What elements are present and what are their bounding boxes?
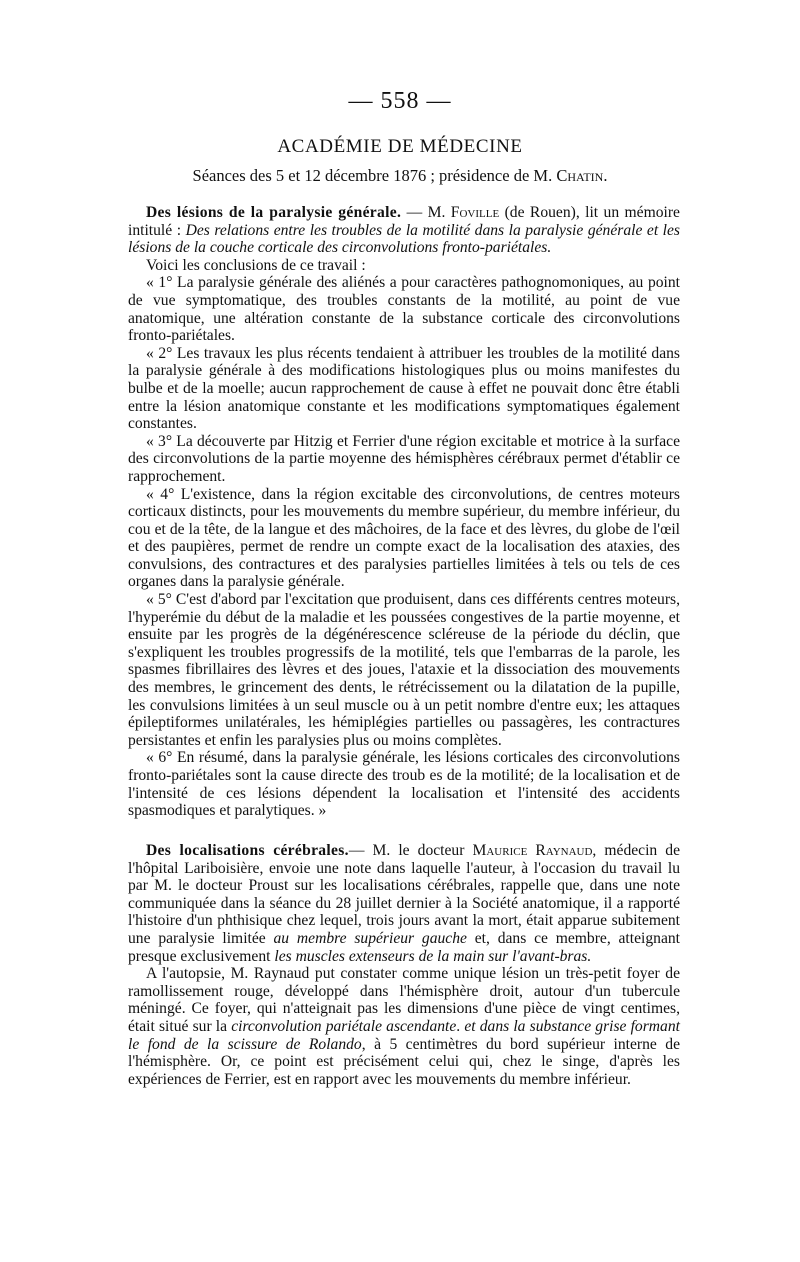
conclusion-paragraph: « 1° La paralysie générale des aliénés a pour caractères pathognomoniques, au point de vue symptomatique, des troubles constants de la motilité, au point de vue anatomique, une altération constante de la substance corticale des circonvolutions fronto-pariétales. <box>128 274 680 345</box>
page-number: — 558 — <box>348 88 452 114</box>
conclusion-paragraph: « 5° C'est d'abord par l'excitation que produisent, dans ces différents centres moteurs, l'hyperémie du début de la maladie et les poussées congestives de la partie moyenne, et ensuite par les progrès de la dégénérescence scléreuse de la période du déclin, que s'expliquent les troubles progressifs de la motilité, tels que l'embarras de la parole, les spasmes fibrillaires des lèvres et des joues, l'ataxie et la dissociation des mouvements des membres, le grincement des dents, le rétrécissement ou la dilatation de la pupille, les convulsions limitées à un seul muscle ou à un petit nombre d'entre eux; les attaques épileptiformes unilatérales, les hémiplégies partielles ou passagères, les contractures persistantes et enfin les paralysies plus ou moins complètes. <box>128 591 680 749</box>
session-president: Chatin <box>556 166 604 185</box>
autopsy-paragraph: A l'autopsie, M. Raynaud put constater comme unique lésion un très-petit foyer de ramollissement rouge, développé dans l'hémisphère droit, autour d'un tubercule méningé. Ce foyer, qui n'atteignait pas les dimensions d'une pièce de vingt centimes, était situé sur la circonvolution pariétale ascendante. et dans la substance grise formant le fond de la scissure de Rolando, à 5 centimètres du bord supérieur interne de l'hémisphère. Or, ce point est précisément celui qui, chez le singe, d'après les expériences de Ferrier, est en rapport avec les mouvements du membre inférieur. <box>128 965 680 1088</box>
conclusions-intro: Voici les conclusions de ce travail : <box>146 256 366 274</box>
section-heading: Des lésions de la paralysie générale. <box>146 204 402 221</box>
section-paralysie <box>128 204 680 820</box>
conclusion-paragraph: « 3° La découverte par Hitzig et Ferrier d'une région excitable et motrice à la surface des circonvolutions de la partie moyenne des hémisphères cérébraux permet d'établir ce rapprochement. <box>128 432 680 485</box>
author-name: Maurice Raynaud <box>472 842 593 859</box>
conclusion-paragraph: « 6° En résumé, dans la paralysie générale, les lésions corticales des circonvolutions fronto-pariétales sont la cause directe des troub es de la motilité; de la localisation et de l'intensité de ces lésions dépendent la localisation et l'intensité des accidents spasmodiques et paralytiques. » <box>128 749 680 820</box>
conclusion-paragraph: « 4° L'existence, dans la région excitable des circonvolutions, de centres moteurs corticaux distincts, pour les mouvements du membre supérieur, du membre inférieur, du cou et de la tête, de la langue et des mâchoires, de la face et des lèvres, du globe de l'œil et des paupières, permet de rendre un compte exact de la localisation des ataxies, des convulsions, des contractures et des paralysies partielles limitées à tels ou tels de ces organes dans la paralysie générale. <box>128 485 680 591</box>
section-lead-paragraph: Des localisations cérébrales.— M. le docteur Maurice Raynaud, médecin de l'hôpital Lariboisière, envoie une note dans laquelle l'auteur, à l'occasion du travail lu par M. le docteur Proust sur les localisations cérébrales, rappelle que, dans une note communiquée dans la séance du 28 juillet dernier à la Société anatomique, il a rapporté l'histoire d'un phthisique chez lequel, trois jours avant la mort, était apparue subitement une paralysie limitée au membre supérieur gauche et, dans ce membre, atteignant presque exclusivement les muscles extenseurs de la main sur l'avant-bras. <box>128 842 680 965</box>
section-lead-paragraph: Des lésions de la paralysie générale. — M. Foville (de Rouen), lit un mémoire intitulé : Des relations entre les troubles de la motilité dans la paralysie générale et les lésions de la couche corticale des circonvolutions fronto-pariétales. <box>128 204 680 257</box>
session-line <box>0 166 800 186</box>
memoir-title: Des relations entre les troubles de la motilité dans la paralysie générale et les lésions de la couche corticale des circonvolutions fronto-pariétales. <box>128 221 680 257</box>
section-localisations <box>128 842 680 1088</box>
running-title: ACADÉMIE DE MÉDECINE <box>277 136 523 157</box>
session-end: . <box>603 166 608 185</box>
session-text: Séances des 5 et 12 décembre 1876 ; présidence de M. <box>192 166 557 185</box>
section-heading: Des localisations cérébrales. <box>146 842 349 859</box>
author-name: Foville <box>450 204 500 221</box>
conclusion-paragraph: « 2° Les travaux les plus récents tendaient à attribuer les troubles de la motilité dans la paralysie générale à des modifications histologiques plus ou moins manifestes du bulbe et de la moelle; aucun rapprochement de cause à effet ne pouvait donc être établi entre la lésion anatomique constante et les modifications symptomatiques également constantes. <box>128 344 680 433</box>
